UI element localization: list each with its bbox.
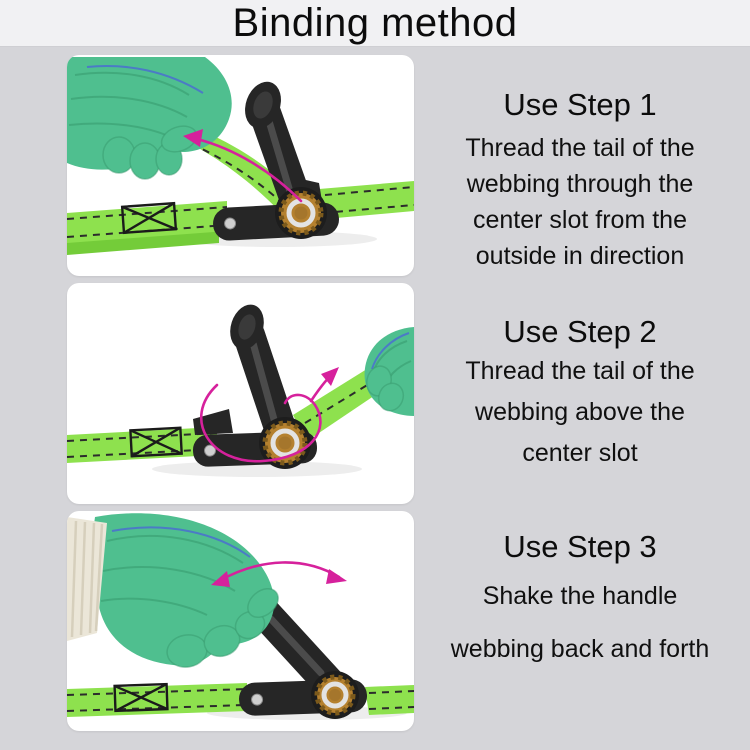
step-3-line-1: Shake the handle xyxy=(482,582,678,610)
step-2-instructions xyxy=(413,314,747,474)
title-bar xyxy=(0,0,750,47)
step-1-line-1: Thread the tail of the xyxy=(465,134,695,162)
step-1-illustration xyxy=(67,55,414,276)
webbing-strap-left xyxy=(67,201,227,255)
step-1-line-4: outside in direction xyxy=(475,242,685,270)
step-1-photo xyxy=(67,55,414,276)
step-1-heading: Use Step 1 xyxy=(503,87,657,122)
step-2-line-3: center slot xyxy=(522,439,638,467)
step-2-line-1: Thread the tail of the xyxy=(465,357,695,385)
step-3-line-2: webbing back and forth xyxy=(450,635,710,663)
glove-cuff xyxy=(67,517,107,641)
glove xyxy=(67,57,232,179)
step-3-heading: Use Step 3 xyxy=(503,529,657,564)
step-1-line-2: webbing through the xyxy=(466,170,694,198)
glove xyxy=(93,513,284,670)
step-1-instructions xyxy=(413,87,747,274)
step-1-line-3: center slot from the xyxy=(473,206,687,234)
page-title: Binding method xyxy=(232,0,518,45)
glove xyxy=(364,327,414,416)
step-3-illustration xyxy=(67,511,414,731)
ratchet-gear xyxy=(275,187,327,239)
step-3-instructions xyxy=(413,529,747,676)
step-2-photo xyxy=(67,283,414,504)
step-2-heading: Use Step 2 xyxy=(503,314,657,349)
step-2-illustration xyxy=(67,283,414,504)
strap-guide xyxy=(193,409,233,435)
ratchet-gear xyxy=(311,671,359,719)
step-2-line-2: webbing above the xyxy=(475,398,685,426)
step-3-photo xyxy=(67,511,414,731)
webbing-strap-right xyxy=(365,685,414,715)
rivet xyxy=(251,694,262,705)
rivet xyxy=(224,218,236,230)
